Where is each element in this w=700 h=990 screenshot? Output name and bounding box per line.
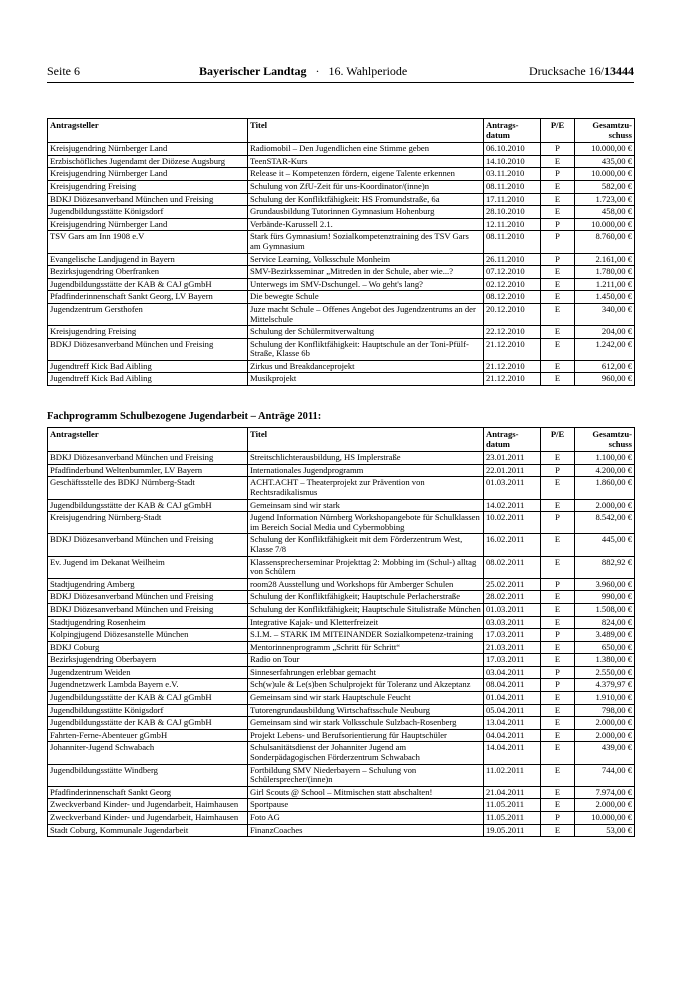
- cell-title: FinanzCoaches: [248, 824, 484, 837]
- cell-pe: E: [541, 742, 575, 764]
- table-row: [48, 764, 635, 786]
- cell-pe: E: [541, 499, 575, 512]
- table-row: [48, 629, 635, 642]
- cell-applicant: Jugendzentrum Weiden: [48, 666, 248, 679]
- cell-title: Sportpause: [248, 799, 484, 812]
- page-number: Seite 6: [47, 64, 80, 78]
- cell-date: 06.10.2010: [484, 143, 541, 156]
- cell-pe: E: [541, 591, 575, 604]
- table-row: [48, 303, 635, 325]
- cell-pe: E: [541, 641, 575, 654]
- cell-title: Stark fürs Gymnasium! Sozialkompetenztraining des TSV Gars am Gymnasium: [248, 231, 484, 253]
- cell-title: Schulung von ZfU-Zeit für uns-Koordinator/(inne)n: [248, 180, 484, 193]
- document-prefix: Drucksache 16/: [529, 64, 604, 78]
- col-header-date: Antrags-datum: [484, 119, 541, 143]
- cell-sum: 204,00 €: [575, 326, 635, 339]
- header-center: [199, 64, 407, 79]
- cell-applicant: Jugendbildungsstätte Königsdorf: [48, 704, 248, 717]
- cell-sum: 53,00 €: [575, 824, 635, 837]
- header-rule: [47, 82, 634, 83]
- cell-pe: E: [541, 360, 575, 373]
- cell-pe: E: [541, 717, 575, 730]
- table-row: [48, 231, 635, 253]
- cell-date: 03.11.2010: [484, 168, 541, 181]
- table-row: [48, 717, 635, 730]
- cell-date: 12.11.2010: [484, 218, 541, 231]
- cell-pe: P: [541, 231, 575, 253]
- col-header-date: Antrags-datum: [484, 428, 541, 452]
- cell-pe: E: [541, 729, 575, 742]
- table-row: [48, 206, 635, 219]
- document-number-value: 13444: [604, 64, 634, 78]
- cell-pe: E: [541, 786, 575, 799]
- table-row: [48, 578, 635, 591]
- table-row: [48, 692, 635, 705]
- cell-applicant: Jugendnetzwerk Lambda Bayern e.V.: [48, 679, 248, 692]
- table-row: [48, 452, 635, 465]
- cell-sum: 439,00 €: [575, 742, 635, 764]
- cell-title: Schulsanitätsdienst der Johanniter Jugend am Sonderpädagogischen Förderzentrum Schwabach: [248, 742, 484, 764]
- cell-applicant: Jugendzentrum Gersthofen: [48, 303, 248, 325]
- cell-title: room28 Ausstellung und Workshops für Amberger Schulen: [248, 578, 484, 591]
- cell-applicant: BDKJ Diözesanverband München und Freising: [48, 338, 248, 360]
- cell-pe: P: [541, 168, 575, 181]
- cell-date: 26.11.2010: [484, 253, 541, 266]
- cell-applicant: Jugendbildungsstätte der KAB & CAJ gGmbH: [48, 692, 248, 705]
- cell-applicant: Johanniter-Jugend Schwabach: [48, 742, 248, 764]
- col-header-title: Titel: [248, 428, 484, 452]
- col-header-applicant: Antragsteller: [48, 119, 248, 143]
- cell-sum: 7.974,00 €: [575, 786, 635, 799]
- cell-applicant: Kreisjugendring Freising: [48, 180, 248, 193]
- cell-title: Projekt Lebens- und Berufsorientierung für Hauptschüler: [248, 729, 484, 742]
- table-row: [48, 266, 635, 279]
- cell-title: Fortbildung SMV Niederbayern – Schulung von Schülersprecher/(inne)n: [248, 764, 484, 786]
- cell-pe: P: [541, 666, 575, 679]
- document-number: [529, 64, 634, 79]
- cell-sum: 1.723,00 €: [575, 193, 635, 206]
- parliament-name: Bayerischer Landtag: [199, 64, 307, 78]
- cell-sum: 2.000,00 €: [575, 799, 635, 812]
- cell-date: 14.04.2011: [484, 742, 541, 764]
- cell-applicant: Jugendtreff Kick Bad Aibling: [48, 360, 248, 373]
- cell-sum: 612,00 €: [575, 360, 635, 373]
- table-row: [48, 679, 635, 692]
- cell-sum: 10.000,00 €: [575, 812, 635, 825]
- cell-pe: E: [541, 266, 575, 279]
- cell-date: 21.12.2010: [484, 373, 541, 386]
- cell-pe: E: [541, 704, 575, 717]
- cell-pe: E: [541, 764, 575, 786]
- cell-title: Tutorengrundausbildung Wirtschaftsschule Neuburg: [248, 704, 484, 717]
- cell-sum: 10.000,00 €: [575, 218, 635, 231]
- table-row: [48, 499, 635, 512]
- cell-title: Streitschlichterausbildung, HS Implerstraße: [248, 452, 484, 465]
- cell-applicant: Kreisjugendring Nürnberger Land: [48, 143, 248, 156]
- cell-applicant: BDKJ Diözesanverband München und Freising: [48, 452, 248, 465]
- cell-sum: 798,00 €: [575, 704, 635, 717]
- applications-table-2010: [47, 118, 635, 386]
- cell-pe: E: [541, 303, 575, 325]
- cell-applicant: Kreisjugendring Nürnberger Land: [48, 168, 248, 181]
- cell-applicant: Bezirksjugendring Oberbayern: [48, 654, 248, 667]
- page-header: [47, 64, 634, 80]
- cell-date: 17.11.2010: [484, 193, 541, 206]
- cell-sum: 3.960,00 €: [575, 578, 635, 591]
- cell-date: 08.11.2010: [484, 231, 541, 253]
- cell-applicant: Zweckverband Kinder- und Jugendarbeit, Haimhausen: [48, 799, 248, 812]
- cell-sum: 2.550,00 €: [575, 666, 635, 679]
- cell-date: 04.04.2011: [484, 729, 541, 742]
- cell-date: 08.12.2010: [484, 291, 541, 304]
- cell-sum: 2.161,00 €: [575, 253, 635, 266]
- cell-sum: 744,00 €: [575, 764, 635, 786]
- cell-pe: E: [541, 452, 575, 465]
- table-row: [48, 812, 635, 825]
- cell-date: 08.11.2010: [484, 180, 541, 193]
- table-header-row: [48, 428, 635, 452]
- table-row: [48, 278, 635, 291]
- cell-pe: P: [541, 218, 575, 231]
- cell-date: 07.12.2010: [484, 266, 541, 279]
- cell-sum: 2.000,00 €: [575, 499, 635, 512]
- cell-date: 23.01.2011: [484, 452, 541, 465]
- cell-sum: 340,00 €: [575, 303, 635, 325]
- cell-applicant: BDKJ Coburg: [48, 641, 248, 654]
- table-row: [48, 704, 635, 717]
- applications-table-2011: [47, 427, 635, 837]
- cell-date: 11.02.2011: [484, 764, 541, 786]
- table-body-2011: [48, 452, 635, 837]
- cell-title: Klassensprecherseminar Projekttag 2: Mobbing im (Schul-) alltag von Schülern: [248, 556, 484, 578]
- cell-sum: 1.450,00 €: [575, 291, 635, 304]
- cell-title: Release it – Kompetenzen fördern, eigene Talente erkennen: [248, 168, 484, 181]
- table-row: [48, 786, 635, 799]
- cell-applicant: Pfadfinderinnenschaft Sankt Georg: [48, 786, 248, 799]
- table-row: [48, 591, 635, 604]
- cell-pe: P: [541, 464, 575, 477]
- cell-applicant: BDKJ Diözesanverband München und Freising: [48, 534, 248, 556]
- legislative-period: 16. Wahlperiode: [328, 64, 408, 78]
- col-header-pe: P/E: [541, 119, 575, 143]
- cell-sum: 1.508,00 €: [575, 603, 635, 616]
- cell-title: Gemeinsam sind wir stark Hauptschule Feucht: [248, 692, 484, 705]
- cell-title: Juze macht Schule – Offenes Angebot des Jugendzentrums an der Mittelschule: [248, 303, 484, 325]
- cell-applicant: Jugendtreff Kick Bad Aibling: [48, 373, 248, 386]
- cell-date: 21.12.2010: [484, 338, 541, 360]
- cell-date: 10.02.2011: [484, 512, 541, 534]
- cell-date: 28.02.2011: [484, 591, 541, 604]
- table-row: [48, 168, 635, 181]
- cell-date: 11.05.2011: [484, 812, 541, 825]
- cell-applicant: Zweckverband Kinder- und Jugendarbeit, Haimhausen: [48, 812, 248, 825]
- table-row: [48, 326, 635, 339]
- cell-pe: E: [541, 477, 575, 499]
- section-title-2011: Fachprogramm Schulbezogene Jugendarbeit – Anträge 2011:: [47, 411, 322, 422]
- cell-sum: 445,00 €: [575, 534, 635, 556]
- cell-date: 17.03.2011: [484, 654, 541, 667]
- table-row: [48, 373, 635, 386]
- cell-applicant: Geschäftsstelle des BDKJ Nürnberg-Stadt: [48, 477, 248, 499]
- cell-pe: E: [541, 556, 575, 578]
- cell-sum: 1.100,00 €: [575, 452, 635, 465]
- cell-pe: P: [541, 812, 575, 825]
- table-row: [48, 338, 635, 360]
- cell-applicant: BDKJ Diözesanverband München und Freising: [48, 591, 248, 604]
- cell-date: 05.04.2011: [484, 704, 541, 717]
- cell-sum: 1.242,00 €: [575, 338, 635, 360]
- cell-date: 03.04.2011: [484, 666, 541, 679]
- col-header-applicant: Antragsteller: [48, 428, 248, 452]
- cell-pe: E: [541, 603, 575, 616]
- cell-date: 08.02.2011: [484, 556, 541, 578]
- cell-title: Radio on Tour: [248, 654, 484, 667]
- cell-applicant: Erzbischöfliches Jugendamt der Diözese Augsburg: [48, 155, 248, 168]
- cell-title: Schulung der Konfliktfähigkeit; Hauptschule Perlacherstraße: [248, 591, 484, 604]
- col-header-sum: Gesamtzu-schuss: [575, 119, 635, 143]
- cell-date: 21.03.2011: [484, 641, 541, 654]
- table-row: [48, 641, 635, 654]
- cell-sum: 435,00 €: [575, 155, 635, 168]
- cell-date: 22.01.2011: [484, 464, 541, 477]
- cell-pe: E: [541, 155, 575, 168]
- table-row: [48, 556, 635, 578]
- cell-applicant: Fahrten-Ferne-Abenteuer gGmbH: [48, 729, 248, 742]
- cell-sum: 2.000,00 €: [575, 729, 635, 742]
- cell-sum: 2.000,00 €: [575, 717, 635, 730]
- cell-pe: E: [541, 326, 575, 339]
- cell-applicant: Kreisjugendring Nürnberg-Stadt: [48, 512, 248, 534]
- cell-applicant: Jugendbildungsstätte der KAB & CAJ gGmbH: [48, 499, 248, 512]
- cell-date: 17.03.2011: [484, 629, 541, 642]
- cell-applicant: Jugendbildungsstätte der KAB & CAJ gGmbH: [48, 717, 248, 730]
- cell-title: Internationales Jugendprogramm: [248, 464, 484, 477]
- cell-pe: E: [541, 799, 575, 812]
- cell-sum: 1.380,00 €: [575, 654, 635, 667]
- cell-applicant: Jugendbildungsstätte Windberg: [48, 764, 248, 786]
- cell-sum: 990,00 €: [575, 591, 635, 604]
- col-header-title: Titel: [248, 119, 484, 143]
- cell-pe: E: [541, 278, 575, 291]
- cell-pe: E: [541, 338, 575, 360]
- cell-title: Unterwegs im SMV-Dschungel. – Wo geht's lang?: [248, 278, 484, 291]
- cell-pe: P: [541, 578, 575, 591]
- table-row: [48, 729, 635, 742]
- cell-applicant: BDKJ Diözesanverband München und Freising: [48, 603, 248, 616]
- cell-date: 21.04.2011: [484, 786, 541, 799]
- table-row: [48, 616, 635, 629]
- col-header-sum: Gesamtzu-schuss: [575, 428, 635, 452]
- cell-title: Gemeinsam sind wir stark Volksschule Sulzbach-Rosenberg: [248, 717, 484, 730]
- cell-title: Girl Scouts @ School – Mitmischen statt abschalten!: [248, 786, 484, 799]
- cell-title: Schulung der Konfliktfähigkeit: HS Fromundstraße, 6a: [248, 193, 484, 206]
- cell-applicant: Stadt Coburg, Kommunale Jugendarbeit: [48, 824, 248, 837]
- table-row: [48, 155, 635, 168]
- cell-title: Sch(w)ule & Le(s)ben Schulprojekt für Toleranz und Akzeptanz: [248, 679, 484, 692]
- cell-applicant: Ev. Jugend im Dekanat Weilheim: [48, 556, 248, 578]
- table-header-row: [48, 119, 635, 143]
- cell-title: Musikprojekt: [248, 373, 484, 386]
- table-row: [48, 360, 635, 373]
- cell-date: 20.12.2010: [484, 303, 541, 325]
- cell-applicant: Pfadfinderinnenschaft Sankt Georg, LV Bayern: [48, 291, 248, 304]
- cell-date: 25.02.2011: [484, 578, 541, 591]
- cell-title: Verbände-Karussell 2.1.: [248, 218, 484, 231]
- table-row: [48, 253, 635, 266]
- cell-sum: 458,00 €: [575, 206, 635, 219]
- table-row: [48, 654, 635, 667]
- table-row: [48, 143, 635, 156]
- table-row: [48, 180, 635, 193]
- table-row: [48, 512, 635, 534]
- header-separator: ·: [315, 64, 320, 78]
- cell-pe: P: [541, 143, 575, 156]
- cell-title: Foto AG: [248, 812, 484, 825]
- table-row: [48, 291, 635, 304]
- cell-date: 14.10.2010: [484, 155, 541, 168]
- table-row: [48, 464, 635, 477]
- cell-pe: P: [541, 629, 575, 642]
- cell-pe: P: [541, 512, 575, 534]
- cell-title: Die bewegte Schule: [248, 291, 484, 304]
- cell-title: Schulung der Schülermitverwaltung: [248, 326, 484, 339]
- table-body-2010: [48, 143, 635, 386]
- cell-title: Schulung der Konfliktfähigkeit: Hauptschule an der Toni-Pfülf-Straße, Klasse 6b: [248, 338, 484, 360]
- cell-pe: P: [541, 253, 575, 266]
- table-row: [48, 799, 635, 812]
- cell-title: Service Learning, Volksschule Monheim: [248, 253, 484, 266]
- cell-sum: 1.910,00 €: [575, 692, 635, 705]
- cell-date: 21.12.2010: [484, 360, 541, 373]
- cell-applicant: Stadtjugendring Amberg: [48, 578, 248, 591]
- cell-applicant: Jugendbildungsstätte der KAB & CAJ gGmbH: [48, 278, 248, 291]
- cell-title: Sinneserfahrungen erlebbar gemacht: [248, 666, 484, 679]
- cell-applicant: Pfadfinderbund Weltenbummler, LV Bayern: [48, 464, 248, 477]
- cell-date: 03.03.2011: [484, 616, 541, 629]
- cell-title: Grundausbildung Tutorinnen Gymnasium Hohenburg: [248, 206, 484, 219]
- cell-applicant: Bezirksjugendring Oberfranken: [48, 266, 248, 279]
- cell-date: 19.05.2011: [484, 824, 541, 837]
- cell-title: Schulung der Konfliktfähigkeit mit dem Förderzentrum West, Klasse 7/8: [248, 534, 484, 556]
- cell-pe: E: [541, 824, 575, 837]
- col-header-pe: P/E: [541, 428, 575, 452]
- cell-applicant: TSV Gars am Inn 1908 e.V: [48, 231, 248, 253]
- cell-sum: 8.760,00 €: [575, 231, 635, 253]
- cell-title: SMV-Bezirksseminar „Mitreden in der Schule, aber wie...?: [248, 266, 484, 279]
- cell-sum: 4.379,97 €: [575, 679, 635, 692]
- cell-date: 16.02.2011: [484, 534, 541, 556]
- cell-pe: E: [541, 180, 575, 193]
- cell-applicant: Kreisjugendring Freising: [48, 326, 248, 339]
- cell-sum: 1.211,00 €: [575, 278, 635, 291]
- cell-pe: E: [541, 291, 575, 304]
- cell-sum: 10.000,00 €: [575, 168, 635, 181]
- cell-pe: E: [541, 616, 575, 629]
- cell-applicant: Kreisjugendring Nürnberger Land: [48, 218, 248, 231]
- cell-applicant: Evangelische Landjugend in Bayern: [48, 253, 248, 266]
- table-row: [48, 218, 635, 231]
- cell-sum: 960,00 €: [575, 373, 635, 386]
- table-row: [48, 824, 635, 837]
- table-row: [48, 666, 635, 679]
- cell-title: Integrative Kajak- und Kletterfreizeit: [248, 616, 484, 629]
- cell-title: TeenSTAR-Kurs: [248, 155, 484, 168]
- table-row: [48, 742, 635, 764]
- cell-sum: 1.780,00 €: [575, 266, 635, 279]
- table-row: [48, 603, 635, 616]
- cell-date: 28.10.2010: [484, 206, 541, 219]
- cell-date: 01.03.2011: [484, 603, 541, 616]
- cell-title: Mentorinnenprogramm „Schritt für Schritt“: [248, 641, 484, 654]
- cell-sum: 8.542,00 €: [575, 512, 635, 534]
- cell-date: 14.02.2011: [484, 499, 541, 512]
- table-row: [48, 534, 635, 556]
- cell-pe: E: [541, 534, 575, 556]
- cell-pe: E: [541, 654, 575, 667]
- table-row: [48, 193, 635, 206]
- cell-sum: 824,00 €: [575, 616, 635, 629]
- cell-title: ACHT.ACHT – Theaterprojekt zur Prävention von Rechtsradikalismus: [248, 477, 484, 499]
- cell-date: 22.12.2010: [484, 326, 541, 339]
- cell-applicant: Jugendbildungsstätte Königsdorf: [48, 206, 248, 219]
- cell-sum: 882,92 €: [575, 556, 635, 578]
- cell-title: Gemeinsam sind wir stark: [248, 499, 484, 512]
- cell-sum: 3.489,00 €: [575, 629, 635, 642]
- cell-sum: 1.860,00 €: [575, 477, 635, 499]
- cell-applicant: BDKJ Diözesanverband München und Freising: [48, 193, 248, 206]
- cell-sum: 10.000,00 €: [575, 143, 635, 156]
- cell-date: 08.04.2011: [484, 679, 541, 692]
- cell-sum: 582,00 €: [575, 180, 635, 193]
- cell-title: Jugend Information Nürnberg Workshopangebote für Schulklassen im Bereich Social Media und Cybermobbing: [248, 512, 484, 534]
- cell-title: Schulung der Konfliktfähigkeit; Hauptschule Situlistraße München: [248, 603, 484, 616]
- cell-pe: E: [541, 373, 575, 386]
- cell-date: 11.05.2011: [484, 799, 541, 812]
- cell-date: 01.03.2011: [484, 477, 541, 499]
- table-row: [48, 477, 635, 499]
- cell-applicant: Kolpingjugend Diözesanstelle München: [48, 629, 248, 642]
- cell-pe: E: [541, 206, 575, 219]
- cell-sum: 650,00 €: [575, 641, 635, 654]
- cell-pe: P: [541, 679, 575, 692]
- cell-applicant: Stadtjugendring Rosenheim: [48, 616, 248, 629]
- cell-sum: 4.200,00 €: [575, 464, 635, 477]
- cell-date: 02.12.2010: [484, 278, 541, 291]
- cell-title: Radiomobil – Den Jugendlichen eine Stimme geben: [248, 143, 484, 156]
- cell-title: S.I.M. – STARK IM MITEINANDER Sozialkompetenz-training: [248, 629, 484, 642]
- cell-title: Zirkus und Breakdanceprojekt: [248, 360, 484, 373]
- cell-pe: E: [541, 193, 575, 206]
- cell-date: 13.04.2011: [484, 717, 541, 730]
- cell-date: 01.04.2011: [484, 692, 541, 705]
- cell-pe: E: [541, 692, 575, 705]
